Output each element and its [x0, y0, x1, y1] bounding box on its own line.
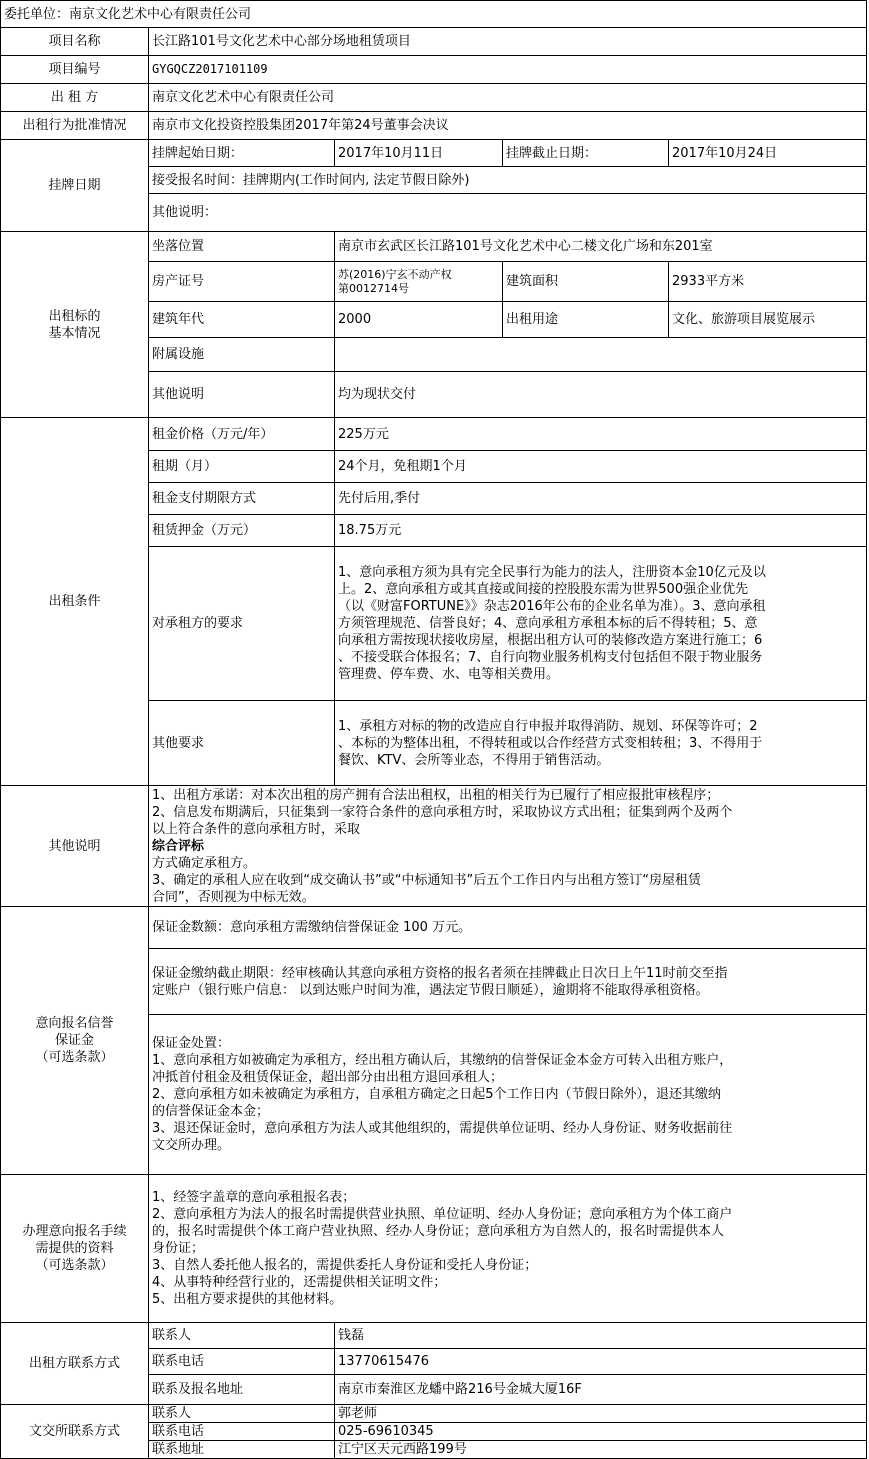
lessor-contact-person: 钱磊	[335, 1323, 867, 1349]
materials-label-line-2: 需提供的资料	[35, 1241, 114, 1256]
basic-info-label	[1, 232, 149, 418]
materials-label	[1, 1175, 149, 1323]
basic-info-label-line-2: 基本情况	[48, 325, 101, 341]
entrust-cell	[1, 1, 867, 28]
exchange-contact-person-label: 联系人	[149, 1405, 335, 1423]
bond-deadline	[149, 949, 867, 1015]
project-code-label: 项目编号	[1, 56, 149, 84]
basic-other-value: 均为现状交付	[335, 372, 867, 418]
notes-label: 其他说明	[1, 786, 149, 907]
bond-handling	[149, 1015, 867, 1175]
exchange-contact-person: 郭老师	[335, 1405, 867, 1423]
requirements-line: 向承租方需按现状接收房屋，根据出租方认可的装修改造方案进行施工；6	[338, 633, 763, 648]
notes-row	[1, 786, 867, 907]
lessor-contact-phone: 13770615476	[335, 1349, 867, 1375]
bond-handling-line: 的信誉保证金本金；	[152, 1104, 270, 1119]
materials-label-line-3: （可选条款）	[35, 1258, 114, 1273]
exchange-contact-address: 江宁区天元西路199号	[335, 1441, 867, 1459]
other-requirements-label: 其他要求	[149, 701, 335, 786]
project-name-value: 长江路101号文化艺术中心部分场地租赁项目	[149, 28, 867, 56]
exchange-contact-person-row	[1, 1405, 867, 1423]
materials-line: 1、经签字盖章的意向承租报名表；	[152, 1190, 356, 1205]
location-value: 南京市玄武区长江路101号文化艺术中心二楼文化广场和东201室	[335, 232, 867, 262]
notes-bold-method: 综合评标	[152, 838, 205, 854]
bond-handling-line: 冲抵首付租金及租赁保证金，超出部分由出租方退回承租人；	[152, 1070, 504, 1085]
listing-start-value: 2017年10月11日	[335, 140, 503, 167]
notes-line-3-head: 以上符合条件的意向承租方时，采取	[152, 821, 361, 837]
exchange-contact-address-label: 联系地址	[149, 1441, 335, 1459]
exchange-contact-phone-label: 联系电话	[149, 1423, 335, 1441]
bond-handling-line: 文交所办理。	[152, 1138, 231, 1153]
project-code-row	[1, 56, 867, 84]
lessor-contact-address-label: 联系及报名地址	[149, 1375, 335, 1405]
period-value: 24个月，免租期1个月	[335, 451, 867, 483]
use-value: 文化、旅游项目展览展示	[669, 302, 867, 338]
materials-line: 4、从事特种经营行业的，还需提供相关证明文件；	[152, 1275, 447, 1290]
exchange-contact-label: 文交所联系方式	[1, 1405, 149, 1459]
requirements-line: 上。2、意向承租方或其直接或间接的控股股东需为世界500强企业优先	[338, 582, 749, 597]
project-name-row	[1, 28, 867, 56]
bond-amount-row	[1, 907, 867, 949]
facilities-label: 附属设施	[149, 338, 335, 372]
bond-label-line-1: 意向报名信誉	[35, 1016, 114, 1031]
facilities-value	[335, 338, 867, 372]
bond-label-line-2: 保证金	[54, 1033, 94, 1048]
location-row	[1, 232, 867, 262]
lessor-contact-person-label: 联系人	[149, 1323, 335, 1349]
lessor-contact-address: 南京市秦淮区龙蟠中路216号金城大厦16F	[335, 1375, 867, 1405]
listing-label: 挂牌日期	[1, 140, 149, 232]
notes-line: 合同”，否则视为中标无效。	[152, 889, 315, 905]
bond-handling-line: 2、意向承租方如未被确定为承租方，自承租方确定之日起5个工作日内（节假日除外），退还其缴纳	[152, 1087, 722, 1102]
listing-other: 其他说明：	[149, 194, 867, 232]
year-label: 建筑年代	[149, 302, 335, 338]
materials-line: 3、自然人委托他人报名的，需提供委托人身份证和受托人身份证；	[152, 1258, 538, 1273]
cert-value	[335, 262, 503, 302]
basic-info-label-line-1: 出租标的	[48, 308, 101, 324]
requirements-line: 方须管理规范、信誉良好；4、意向承租方承租本标的后不得转租；5、意	[338, 616, 758, 631]
materials-line: 身份证；	[152, 1241, 205, 1256]
period-label: 租期（月）	[149, 451, 335, 483]
lessor-contact-label: 出租方联系方式	[1, 1323, 149, 1405]
bond-deadline-line: 定账户（银行账户信息： 以到达账户时间为准，遇法定节假日顺延），逾期将不能取得承租资格。	[152, 982, 709, 998]
deposit-label: 租赁押金（万元）	[149, 515, 335, 547]
notes-line-3	[152, 821, 863, 872]
project-name-label: 项目名称	[1, 28, 149, 56]
notes-text	[149, 786, 867, 907]
entrust-label: 委托单位：	[4, 6, 70, 22]
other-requirements-line: 餐饮、KTV、会所等业态，不得用于销售活动。	[338, 752, 610, 768]
approval-label: 出租行为批准情况	[1, 112, 149, 140]
bond-label-line-3: （可选条款）	[35, 1050, 114, 1065]
other-requirements-text	[335, 701, 867, 786]
rent-label: 租金价格（万元/年）	[149, 418, 335, 451]
other-requirements-line: 1、承租方对标的物的改造应自行申报并取得消防、规划、环保等许可；2	[338, 718, 758, 734]
requirements-label: 对承租方的要求	[149, 547, 335, 701]
lessor-value: 南京文化艺术中心有限责任公司	[149, 84, 867, 112]
lessor-contact-phone-label: 联系电话	[149, 1349, 335, 1375]
rent-row	[1, 418, 867, 451]
bond-deadline-line: 保证金缴纳截止期限：经审核确认其意向承租方资格的报名者须在挂牌截止日次日上午11时前交至指	[152, 965, 728, 981]
lessor-contact-person-row	[1, 1323, 867, 1349]
listing-start-label: 挂牌起始日期：	[149, 140, 335, 167]
materials-line: 5、出租方要求提供的其他材料。	[152, 1292, 343, 1307]
approval-row	[1, 112, 867, 140]
notes-line: 1、出租方承诺：对本次出租的房产拥有合法出租权，出租的相关行为已履行了相应报批审核程序；	[152, 787, 720, 803]
basic-other-label: 其他说明	[149, 372, 335, 418]
notes-line-3-tail: 方式确定承租方。	[152, 855, 257, 871]
use-label: 出租用途	[503, 302, 669, 338]
materials-text	[149, 1175, 867, 1323]
materials-line: 2、意向承租方为法人的报名时需提供营业执照、单位证明、经办人身份证；意向承租方为个体工商户	[152, 1207, 733, 1222]
location-label: 坐落位置	[149, 232, 335, 262]
notes-line: 3、确定的承租人应在收到“成交确认书”或“中标通知书”后五个工作日内与出租方签订“房屋租赁	[152, 872, 701, 888]
other-requirements-line: 、本标的为整体出租，不得转租或以合作经营方式变相转租；3、不得用于	[338, 735, 763, 751]
notes-line: 2、信息发布期满后，只征集到一家符合条件的意向承租方时，采取协议方式出租；征集到两个及两个	[152, 804, 733, 820]
cert-label: 房产证号	[149, 262, 335, 302]
lessor-row	[1, 84, 867, 112]
requirements-line: （以《财富FORTUNE》》杂志2016年公布的企业名单为准）。3、意向承租	[338, 599, 766, 614]
exchange-contact-phone: 025-69610345	[335, 1423, 867, 1441]
project-code-value: GYGQCZ2017101109	[149, 56, 867, 84]
requirements-line: 、不接受联合体报名；7、自行向物业服务机构支付包括但不限于物业服务	[338, 650, 763, 665]
terms-label: 出租条件	[1, 418, 149, 786]
listing-dates-row	[1, 140, 867, 167]
deposit-value: 18.75万元	[335, 515, 867, 547]
cert-value-line-1: 苏(2016)宁玄不动产权	[338, 267, 452, 281]
approval-value: 南京市文化投资控股集团2017年第24号董事会决议	[149, 112, 867, 140]
cert-value-line-2: 第0012714号	[338, 281, 409, 295]
listing-end-label: 挂牌截止日期：	[503, 140, 669, 167]
bond-handling-line: 3、退还保证金时，意向承租方为法人或其他组织的，需提供单位证明、经办人身份证、财务收据前往	[152, 1121, 733, 1136]
bond-handling-line: 1、意向承租方如被确定为承租方，经出租方确认后，其缴纳的信誉保证金本金方可转入出租方账户，	[152, 1053, 733, 1068]
bond-amount: 保证金数额：意向承租方需缴纳信誉保证金 100 万元。	[149, 907, 867, 949]
area-value: 2933平方米	[669, 262, 867, 302]
registration-time: 接受报名时间：挂牌期内(工作时间内, 法定节假日除外)	[149, 167, 867, 194]
requirements-text	[335, 547, 867, 701]
materials-row	[1, 1175, 867, 1323]
payment-value: 先付后用,季付	[335, 483, 867, 515]
listing-end-value: 2017年10月24日	[669, 140, 867, 167]
entrust-row	[1, 1, 867, 28]
requirements-line: 1、意向承租方须为具有完全民事行为能力的法人，注册资本金10亿元及以	[338, 565, 766, 580]
payment-label: 租金支付期限方式	[149, 483, 335, 515]
materials-label-line-1: 办理意向报名手续	[22, 1224, 127, 1239]
lessor-label: 出 租 方	[1, 84, 149, 112]
year-value: 2000	[335, 302, 503, 338]
requirements-line: 管理费、停车费、水、电等相关费用。	[338, 667, 560, 682]
bond-handling-line: 保证金处置：	[152, 1036, 231, 1051]
entrust-value: 南京文化艺术中心有限责任公司	[69, 6, 252, 22]
bond-label	[1, 907, 149, 1175]
rent-value: 225万元	[335, 418, 867, 451]
materials-line: 的，报名时需提供个体工商户营业执照、经办人身份证；意向承租方为自然人的，报名时需提供本人	[152, 1224, 725, 1239]
area-label: 建筑面积	[503, 262, 669, 302]
